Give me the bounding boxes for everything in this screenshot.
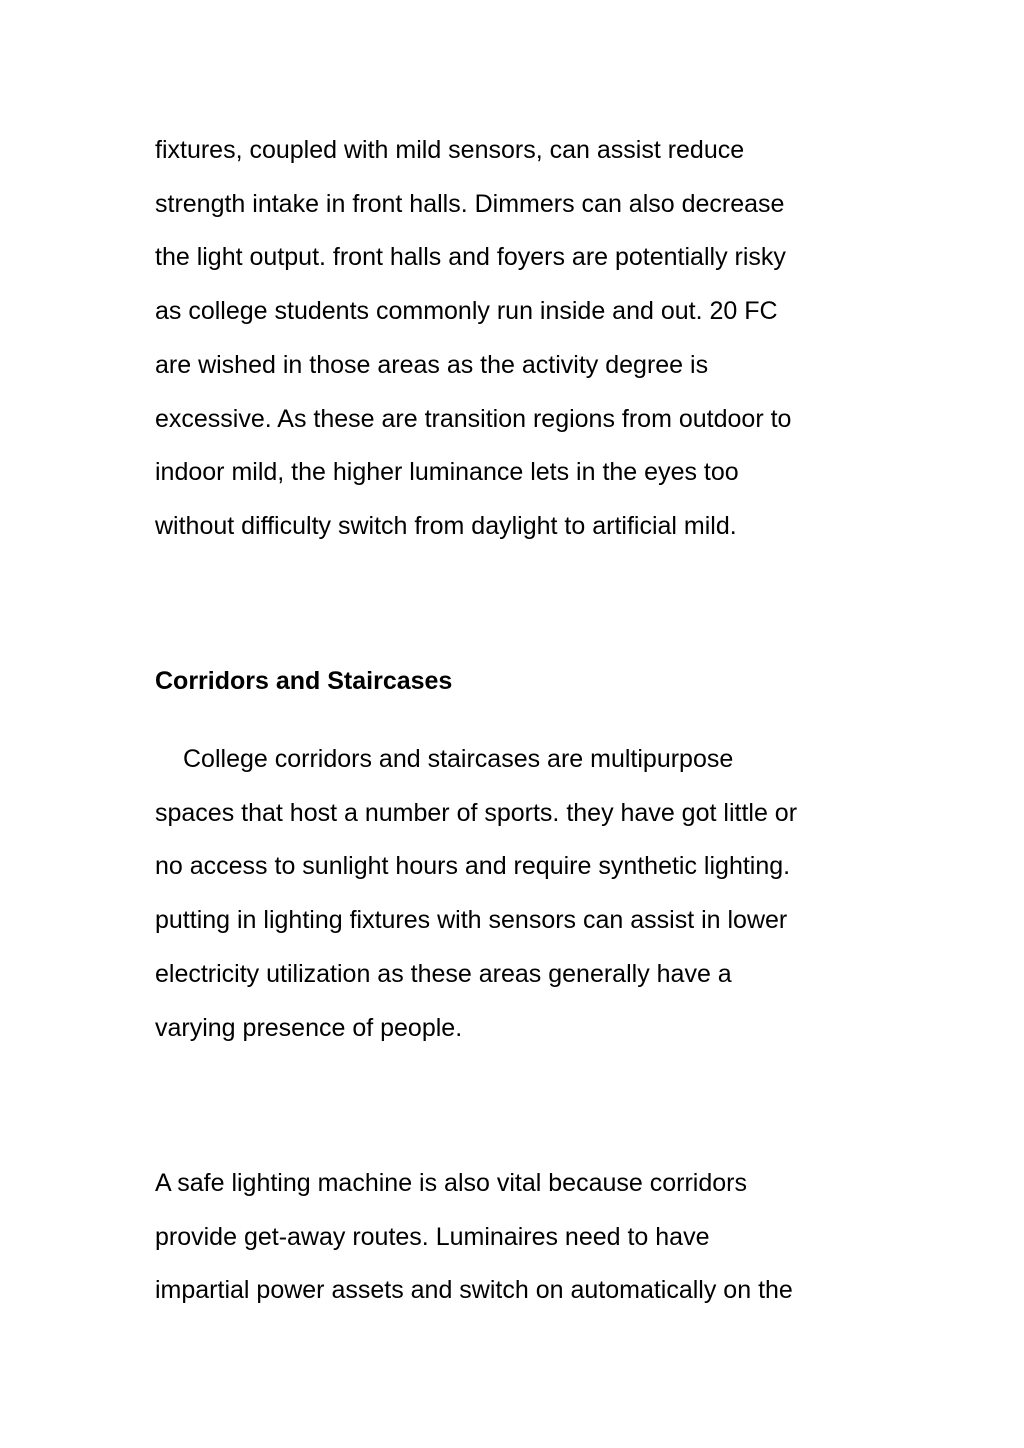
text-line: varying presence of people. bbox=[155, 1013, 463, 1042]
section-heading-block bbox=[155, 655, 895, 709]
text-line: putting in lighting fixtures with sensors can assist in lower bbox=[155, 906, 788, 935]
text-line: as college students commonly run inside and out. 20 FC bbox=[155, 297, 778, 326]
text-line: the light output. front halls and foyers are potentially risky bbox=[155, 243, 786, 272]
text-line: are wished in those areas as the activity degree is bbox=[155, 350, 709, 379]
text-line: no access to sunlight hours and require synthetic lighting. bbox=[155, 852, 791, 881]
paragraph-lighting-halls bbox=[155, 124, 895, 554]
text-line: provide get-away routes. Luminaires need to have bbox=[155, 1222, 710, 1251]
text-line: spaces that host a number of sports. they have got little or bbox=[155, 798, 798, 827]
section-heading: Corridors and Staircases bbox=[155, 667, 453, 695]
text-line: fixtures, coupled with mild sensors, can assist reduce bbox=[155, 136, 745, 164]
text-line: indoor mild, the higher luminance lets in the eyes too bbox=[155, 458, 739, 487]
text-line: impartial power assets and switch on automatically on the bbox=[155, 1276, 793, 1305]
paragraph-corridors bbox=[155, 733, 895, 1055]
text-line: excessive. As these are transition regions from outdoor to bbox=[155, 404, 792, 433]
text-line: without difficulty switch from daylight to artificial mild. bbox=[155, 511, 737, 540]
text-line: A safe lighting machine is also vital because corridors bbox=[155, 1169, 747, 1197]
paragraph-safe-lighting bbox=[155, 1157, 895, 1318]
text-line: electricity utilization as these areas generally have a bbox=[155, 959, 732, 988]
text-line: strength intake in front halls. Dimmers can also decrease bbox=[155, 189, 785, 218]
text-line: College corridors and staircases are multipurpose bbox=[183, 745, 734, 773]
